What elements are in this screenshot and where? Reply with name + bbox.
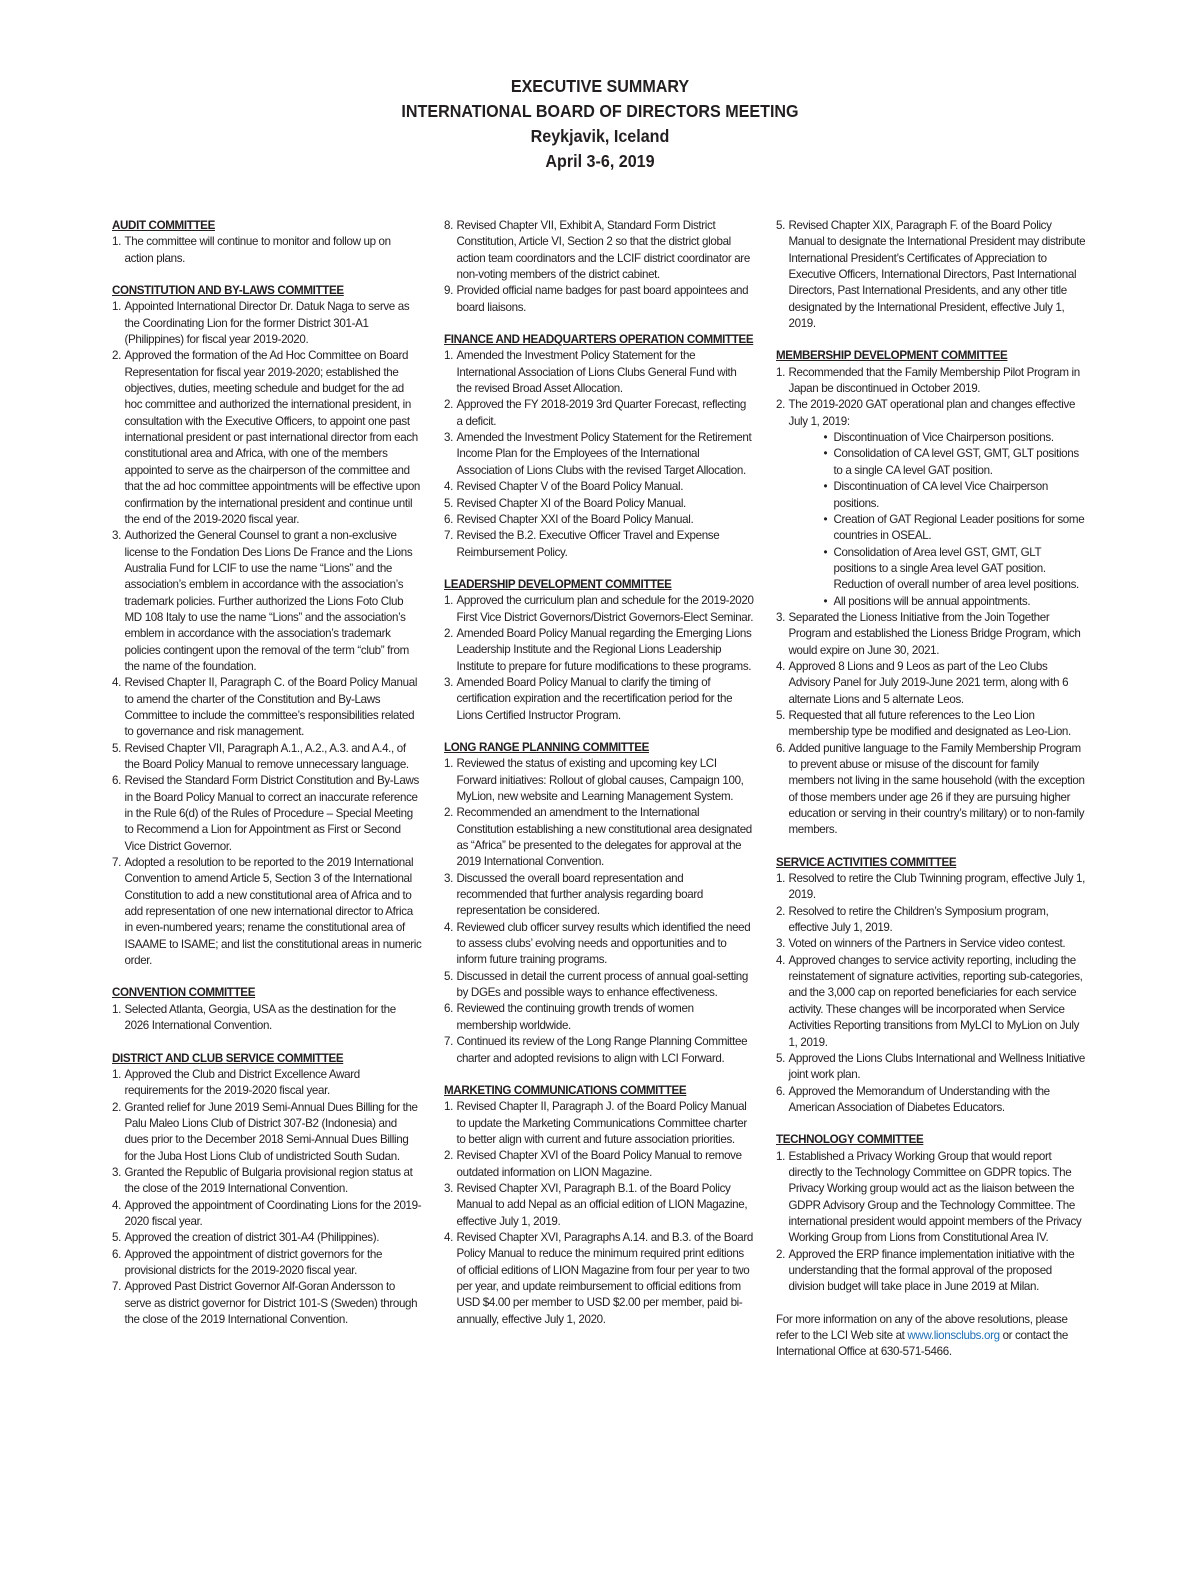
item-number: 1. [444,757,453,771]
resolution-list [112,234,422,267]
item-text: Revised Chapter XXI of the Board Policy Manual. [456,512,694,526]
resolution-item [444,969,754,1002]
resolution-item [444,283,754,316]
item-number: 1. [112,235,121,249]
item-number: 4. [776,953,785,967]
item-text: Revised Chapter XVI, Paragraphs A.14. and B.3. of the Board Policy Manual to reduce the minimum required print editions of official editions of LION Magazine from four per year to two per year, and update reimbursement to official editions from USD $4.00 per member to USD $2.00 per member, paid bi-annually, effective July 1, 2020. [456,1230,753,1326]
item-text: Approved 8 Lions and 9 Leos as part of the Leo Clubs Advisory Panel for July 2019-June 2021 term, along with 6 alternate Lions and 5 alternate Leos. [788,659,1069,706]
item-number: 3. [776,610,785,624]
item-text: Added punitive language to the Family Membership Program to prevent abuse or misuse of the discount for family members not living in the same household (with the exception of those members under age 26 if they are pursuing higher education or serving in their country’s military) or to non-family members. [788,741,1085,837]
footer-text-end: or contact the International Office at 630-571-5466. [776,1329,1068,1359]
section-continued [776,218,1086,332]
item-number: 1. [112,1002,121,1016]
item-text: Appointed International Director Dr. Datuk Naga to serve as the Coordinating Lion for the former District 301-A1 (Philippines) for fiscal year 2019-2020. [124,300,410,347]
column-3 [776,218,1086,1361]
resolution-item [444,805,754,870]
section-audit-committee [112,218,422,267]
resolution-item [444,1230,754,1328]
bullet-item: • Consolidation of CA level GST, GMT, GLT positions to a single CA level GAT position. [824,446,1087,479]
column-1 [112,218,422,1344]
item-text: Granted relief for June 2019 Semi-Annual Dues Billing for the Palu Maleo Lions Club of District 307-B2 (Indonesia) and dues prior to the December 2018 Semi-Annual Dues Billing for the Juba Host Lions Club of undistricted South Sudan. [124,1100,418,1163]
item-number: 7. [112,1280,121,1294]
item-number: 8. [444,219,453,232]
item-text: Continued its review of the Long Range Planning Committee charter and adopted revisions to align with LCI Forward. [456,1035,748,1065]
item-number: 1. [444,594,453,608]
resolution-item [776,397,1086,609]
item-number: 1. [776,1149,785,1163]
item-number: 2. [444,398,453,412]
resolution-item [112,1279,422,1328]
item-number: 6. [112,774,121,788]
resolution-item [112,1247,422,1280]
resolution-item [444,1148,754,1181]
item-text: Revised Chapter II, Paragraph C. of the Board Policy Manual to amend the charter of the Constitution and By-Laws Committee to include the committee’s responsibilities related to governance and risk management. [124,676,418,739]
resolution-item [776,365,1086,398]
item-number: 1. [112,300,121,314]
section-service-activities-committee [776,855,1086,1117]
item-number: 1. [444,349,453,363]
resolution-item [444,397,754,430]
item-text: Authorized the General Counsel to grant a non-exclusive license to the Fondation Des Lions De France and the Lions Australia Fund for LCIF to use the name “Lions” and the association’s emblem in accordance with the association’s trademark policies. Further authorized the Lions Foto Club MD 108 Italy to use the name “Lions” and the association’s emblem in accordance with the association’s trademark policies contingent upon the removal of the term “club” from the name of the foundation. [124,529,413,673]
resolution-item [776,708,1086,741]
item-number: 3. [776,937,785,951]
item-number: 1. [776,872,785,886]
item-text: Revised Chapter XVI of the Board Policy Manual to remove outdated information on LION Magazine. [456,1149,742,1179]
resolution-item [776,871,1086,904]
item-text: Discussed in detail the current process of annual goal-setting by DGEs and possible ways to enhance effectiveness. [456,969,749,1000]
section-convention-committee [112,985,422,1034]
section-membership-development-committee [776,348,1086,838]
bullet-item: • Creation of GAT Regional Leader positions for some countries in OSEAL. [824,512,1087,545]
item-number: 6. [112,1247,121,1261]
item-number: 5. [444,496,453,510]
item-number: 6. [444,512,453,526]
item-number: 3. [444,1181,453,1195]
resolution-item [112,675,422,740]
resolution-item [444,528,754,561]
section-title: AUDIT COMMITTEE [112,219,215,232]
item-number: 4. [112,676,121,690]
section-title: CONSTITUTION AND BY-LAWS COMMITTEE [112,284,344,298]
item-number: 4. [112,1198,121,1212]
resolution-item [776,936,1086,952]
item-number: 1. [112,1067,121,1081]
item-number: 1. [444,1100,453,1114]
resolution-list [444,1099,754,1328]
section-long-range-planning-committee [444,740,754,1067]
item-number: 7. [444,1035,453,1049]
resolution-item [112,299,422,348]
item-number: 2. [444,806,453,820]
item-number: 6. [444,1002,453,1016]
item-number: 5. [112,741,121,755]
item-number: 2. [776,904,785,918]
resolution-item [444,348,754,397]
item-text: Selected Atlanta, Georgia, USA as the destination for the 2026 International Convention. [124,1002,396,1033]
resolution-item [444,593,754,626]
header-dates: April 3-6, 2019 [545,151,655,171]
item-text: Approved Past District Governor Alf-Goran Andersson to serve as district governor for District 101-S (Sweden) through the close of the 2019 International Convention. [124,1280,418,1326]
section-technology-committee [776,1132,1086,1295]
item-text: Discussed the overall board representation and recommended that further analysis regarding board representation be considered. [456,871,703,918]
item-number: 4. [776,659,785,673]
item-text: Approved the appointment of Coordinating Lions for the 2019-2020 fiscal year. [124,1198,422,1228]
section-title: DISTRICT AND CLUB SERVICE COMMITTEE [112,1051,344,1065]
item-number: 2. [112,1100,121,1114]
section-title: MARKETING COMMUNICATIONS COMMITTEE [444,1083,687,1097]
item-text: Revised Chapter VII, Exhibit A, Standard Form District Constitution, Article VI, Section 2 so that the district global action team coordinators and the LCIF district coordinator are non-voting members of the district cabinet. [456,219,750,282]
item-text: Recommended that the Family Membership Pilot Program in Japan be discontinued in October 2019. [788,365,1080,396]
header-location: Reykjavik, Iceland [530,126,670,146]
item-text: Approved the appointment of district governors for the provisional districts for the 2019-2020 fiscal year. [124,1247,383,1277]
resolution-item [776,1051,1086,1084]
header-title: EXECUTIVE SUMMARY [510,76,690,96]
section-title: SERVICE ACTIVITIES COMMITTEE [776,855,957,869]
item-text: Revised the Standard Form District Constitution and By-Laws in the Board Policy Manual to correct an inaccurate reference in the Rule 6(d) of the Rules of Procedure – Special Meeting to Recommend a Lion for Appointment as First or Second Vice District Governor. [124,774,419,853]
item-number: 2. [112,349,121,363]
item-text: Resolved to retire the Club Twinning program, effective July 1, 2019. [788,872,1086,902]
resolution-item [776,1247,1086,1296]
item-text: Revised the B.2. Executive Officer Travel and Expense Reimbursement Policy. [456,529,720,559]
item-text: Revised Chapter XIX, Paragraph F. of the Board Policy Manual to designate the International President may distribute International President’s Certificates of Appreciation to Executive Officers, International Directors, Past International Directors, Past International Presidents, and any other title designated by the International President, effective July 1, 2019. [788,219,1086,331]
resolution-item [444,512,754,528]
item-number: 3. [112,1165,121,1179]
resolution-list [112,299,422,969]
item-number: 6. [776,1084,785,1098]
item-number: 3. [444,675,453,689]
item-number: 4. [444,1230,453,1244]
item-text: Approved the formation of the Ad Hoc Committee on Board Representation for fiscal year 2019-2020; established the objectives, duties, meeting schedule and budget for the ad hoc committee and authorized the international president, in consultation with the Executive Officers, to appoint one past international president or past international director from each constitutional area and Africa, with one of the members appointed to serve as the chairperson of the committee and that the ad hoc committee appointments will be effective upon confirmation by the international president and continue until the end of the 2019-2020 fiscal year. [124,349,421,526]
header-meeting-name: INTERNATIONAL BOARD OF DIRECTORS MEETING [401,101,799,121]
contact-footer [776,1312,1086,1361]
resolution-item [776,1084,1086,1117]
resolution-item [444,479,754,495]
item-text: Approved the FY 2018-2019 3rd Quarter Forecast, reflecting a deficit. [456,398,746,428]
resolution-item [112,1165,422,1198]
footer-text: For more information on any of the above resolutions, please refer to the LCI Web site at [776,1312,1068,1342]
item-text: Provided official name badges for past board appointees and board liaisons. [456,284,749,314]
resolution-item [444,756,754,805]
section-district-and-club-service-committee [112,1051,422,1329]
resolution-item [776,218,1086,332]
resolution-item [776,904,1086,937]
resolution-item [776,741,1086,839]
resolution-item [112,348,422,528]
resolution-item [444,218,754,283]
resolution-list [444,593,754,724]
item-text: Recommended an amendment to the International Constitution establishing a new constitutional area designated as “Africa” be presented to the delegates for approval at the 2019 International Convention. [456,806,752,869]
section-marketing-communications-committee [444,1083,754,1328]
resolution-list [444,348,754,560]
item-text: The 2019-2020 GAT operational plan and changes effective July 1, 2019: [788,398,1076,428]
item-number: 5. [444,969,453,983]
item-text: Revised Chapter XI of the Board Policy Manual. [456,496,686,510]
resolution-item [444,430,754,479]
resolution-item [776,1149,1086,1247]
bullet-item: • Consolidation of Area level GST, GMT, GLT positions to a single Area level GAT position. Reduction of overall number of area level positions. [824,545,1087,594]
bullet-item: • Discontinuation of CA level Vice Chairperson positions. [824,479,1087,512]
item-number: 4. [444,480,453,494]
item-text: Approved the Club and District Excellence Award requirements for the 2019-2020 fiscal year. [124,1067,360,1098]
resolution-item [112,1067,422,1100]
item-text: Reviewed the continuing growth trends of women membership worldwide. [456,1002,694,1032]
section-leadership-development-committee [444,577,754,724]
resolution-item [444,626,754,675]
item-text: Approved the curriculum plan and schedule for the 2019-2020 First Vice District Governors/District Governors-Elect Seminar. [456,594,754,624]
item-number: 7. [112,856,121,870]
resolution-item [444,675,754,724]
item-text: Separated the Lioness Initiative from the Join Together Program and established the Lioness Bridge Program, which would expire on June 30, 2021. [788,610,1081,657]
resolution-item [112,1230,422,1246]
section-title: LEADERSHIP DEVELOPMENT COMMITTEE [444,577,672,591]
section-constitution-and-by-laws-committee [112,283,422,969]
item-text: Amended Board Policy Manual regarding the Emerging Lions Leadership Institute and the Regional Lions Leadership Institute to prepare for future modifications to these programs. [456,626,752,673]
resolution-item [444,1099,754,1148]
item-text: Adopted a resolution to be reported to the 2019 International Convention to amend Article 5, Section 3 of the International Constitution to add a new constitutional area of Africa and to add representation of one new international director to Africa in even-numbered years; rename the constitutional area of ISAAME to ISAME; and list the constitutional areas in numeric order. [124,856,422,968]
item-number: 4. [444,920,453,934]
column-2 [444,218,754,1344]
bullet-list [789,430,1087,610]
resolution-item [444,1001,754,1034]
document-header [0,74,1200,174]
item-text: Amended Board Policy Manual to clarify the timing of certification expiration and the recertification period for the Lions Certified Instructor Program. [456,675,733,722]
section-title: CONVENTION COMMITTEE [112,986,256,1000]
resolution-item [776,953,1086,1051]
section-title: MEMBERSHIP DEVELOPMENT COMMITTEE [776,349,1008,363]
resolution-item [112,1100,422,1165]
section-finance-and-headquarters-operation-committee [444,332,754,561]
item-number: 5. [776,1051,785,1065]
item-number: 9. [444,284,453,298]
resolution-item [444,920,754,969]
resolution-list [112,1002,422,1035]
item-text: Revised Chapter XVI, Paragraph B.1. of the Board Policy Manual to add Nepal as an official edition of LION Magazine, effective July 1, 2019. [456,1181,748,1228]
item-text: Amended the Investment Policy Statement for the International Association of Lions Clubs General Fund with the revised Broad Asset Allocation. [456,349,737,396]
item-text: Revised Chapter II, Paragraph J. of the Board Policy Manual to update the Marketing Communications Committee charter to better align with current and future association priorities. [456,1100,747,1146]
item-text: Granted the Republic of Bulgaria provisional region status at the close of the 2019 International Convention. [124,1165,413,1196]
item-text: Approved changes to service activity reporting, including the reinstatement of signature activities, reporting sub-categories, and the 3,000 cap on reported beneficiaries for each service activity. These changes will be incorporated when Service Activities Reporting transitions from MyLCI to MyLion on July 1, 2019. [788,953,1083,1049]
item-text: The committee will continue to monitor and follow up on action plans. [124,235,391,265]
resolution-list [776,218,1086,332]
resolution-list [444,756,754,1067]
resolution-item [112,1002,422,1035]
bullet-item: • All positions will be annual appointments. [824,594,1087,610]
resolution-item [112,234,422,267]
section-title: FINANCE AND HEADQUARTERS OPERATION COMMITTEE [444,333,754,347]
resolution-item [444,1181,754,1230]
resolution-item [112,1198,422,1231]
item-number: 2. [444,1149,453,1163]
item-number: 2. [776,398,785,412]
item-text: Approved the Lions Clubs International and Wellness Initiative joint work plan. [788,1051,1085,1082]
item-text: Requested that all future references to the Leo Lion membership type be modified and designated as Leo-Lion. [788,708,1071,739]
resolution-list [776,365,1086,839]
resolution-item [112,855,422,969]
item-text: Established a Privacy Working Group that would report directly to the Technology Committee on GDPR topics. The Privacy Working group would act as the liaison between the GDPR Advisory Group and the Technology Committee. The international president would appoint members of the Privacy Working Group from Lions from Constitutional Area IV. [788,1149,1082,1245]
section-continued [444,218,754,316]
resolution-item [776,610,1086,659]
resolution-item [444,496,754,512]
resolution-list [112,1067,422,1329]
resolution-item [444,871,754,920]
item-number: 2. [444,626,453,640]
item-number: 3. [444,871,453,885]
item-number: 3. [112,529,121,543]
item-text: Approved the Memorandum of Understanding with the American Association of Diabetes Educators. [788,1084,1050,1114]
item-number: 7. [444,529,453,543]
resolution-item [444,1034,754,1067]
resolution-item [112,741,422,774]
item-text: Resolved to retire the Children’s Symposium program, effective July 1, 2019. [788,904,1049,935]
bullet-item: • Discontinuation of Vice Chairperson positions. [824,430,1087,446]
item-number: 5. [776,708,785,722]
item-number: 3. [444,431,453,445]
item-text: Approved the ERP finance implementation initiative with the understanding that the formal approval of the proposed division budget will take place in June 2019 at Milan. [788,1247,1075,1294]
section-title: TECHNOLOGY COMMITTEE [776,1133,924,1147]
website-link[interactable]: www.lionsclubs.org [907,1329,1000,1342]
resolution-item [776,659,1086,708]
resolution-list [776,871,1086,1116]
item-number: 5. [112,1231,121,1245]
resolution-item [112,773,422,855]
item-number: 6. [776,741,785,755]
section-title: LONG RANGE PLANNING COMMITTEE [444,740,649,754]
item-text: Reviewed club officer survey results which identified the need to assess clubs’ evolving needs and opportunities and to inform future training programs. [456,920,751,967]
resolution-item [112,528,422,675]
item-number: 2. [776,1247,785,1261]
item-text: Voted on winners of the Partners in Service video contest. [788,937,1066,951]
item-text: Reviewed the status of existing and upcoming key LCI Forward initiatives: Rollout of global causes, Campaign 100, MyLion, new website and Learning Management System. [456,757,744,803]
item-text: Revised Chapter V of the Board Policy Manual. [456,480,684,494]
item-text: Approved the creation of district 301-A4 (Philippines). [124,1231,380,1245]
resolution-list [444,218,754,316]
resolution-list [776,1149,1086,1296]
item-number: 5. [776,219,785,232]
item-text: Revised Chapter VII, Paragraph A.1., A.2., A.3. and A.4., of the Board Policy Manual to remove unnecessary language. [124,741,409,771]
item-number: 1. [776,365,785,379]
item-text: Amended the Investment Policy Statement for the Retirement Income Plan for the Employees of the International Association of Lions Clubs with the revised Target Allocation. [456,431,752,477]
